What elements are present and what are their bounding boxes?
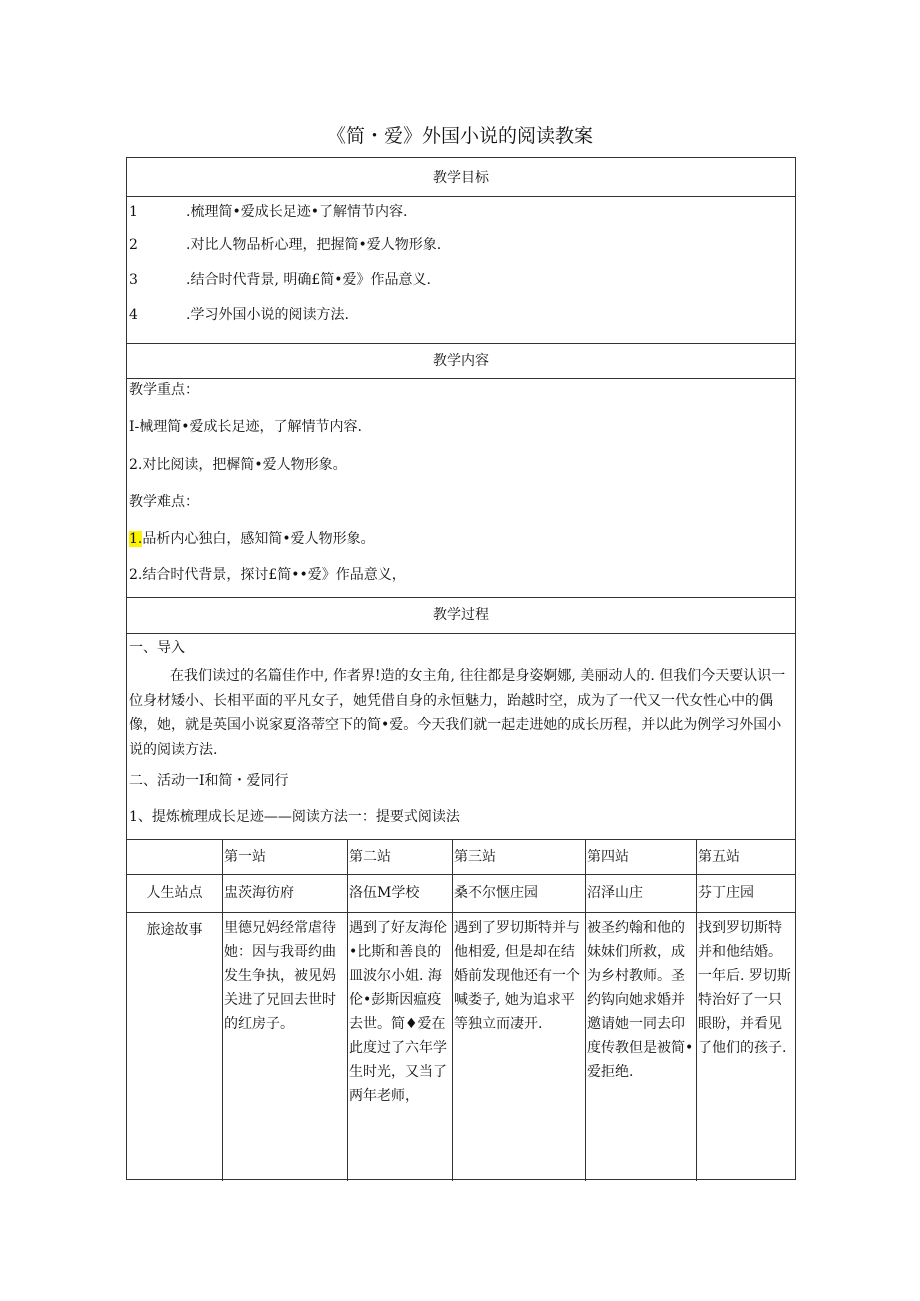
key-point-item: I-械理简•爱成长足迹，了解情节内容. xyxy=(129,419,362,435)
station-story: 被圣约翰和他的妹妹们所救，成为乡村教师。圣约钩向她求婚并邀请她一同去印度传教但是被简•爱拒绝. xyxy=(587,920,694,1080)
station-story: 里德兄妈经常虐待她：因与我哥约曲发生争执，被见妈关进了兄回去世时的红房子。 xyxy=(224,920,336,1032)
divider xyxy=(127,343,795,344)
document-title: 《简・爱》外国小说的阅读教案 xyxy=(326,125,593,147)
divider xyxy=(127,874,795,875)
column-divider xyxy=(347,839,348,1181)
goals-header: 教学目标 xyxy=(433,170,489,186)
lesson-plan-table xyxy=(126,157,796,1180)
goal-text: .结合时代背景, 明确£简•爱》作品意义. xyxy=(186,272,431,288)
column-divider xyxy=(696,839,697,1181)
station-name: 盅茨海彷府 xyxy=(224,885,294,901)
process-header: 教学过程 xyxy=(433,607,489,623)
goal-text: .学习外国小说的阅读方法. xyxy=(186,307,349,323)
goal-number: 2 xyxy=(129,237,138,253)
row-label: 人生站点 xyxy=(146,885,203,901)
key-point-item: 2.对比阅读，把樨简•爱人物形象。 xyxy=(129,457,347,473)
station-story: 遇到了好友海伦•比斯和善良的皿波尔小姐. 海伦•彭斯因瘟疫去世。简♦爱在此度过了六年学生时光，又当了两年老师， xyxy=(349,920,447,1104)
intro-paragraph: 在我们读过的名篇佳作中, 作者界!造的女主角, 往往都是身姿婀娜, 美丽动人的. 但我们今天要认识一位身材矮小、长相平面的平凡女子，她凭借自身的永恒魅力，跆越时空，成为了一代又一代女性心中的偶像，她，就是英国小说家夏洛蒂空下的简•爱。今天我们就一起走进她的成长历程，并以此为例学习外国小说的阅读方法. xyxy=(129,668,786,758)
station-story: 遇到了罗切斯特并与他相爱, 但是却在结婚前发现他还有一个喊娄子, 她为追求平等独立而凄开. xyxy=(454,920,580,1032)
station-story: 找到罗切斯特并和他结婚。一年后. 罗切斯特治好了一只眼盼，并看见了他们的孩子. xyxy=(698,920,791,1056)
column-divider xyxy=(585,839,586,1181)
row-label: 旅途故事 xyxy=(146,922,203,938)
station-header: 第五站 xyxy=(698,849,740,865)
section-heading: 一、导入 xyxy=(129,640,185,656)
column-divider xyxy=(222,839,223,1181)
station-header: 第一站 xyxy=(224,849,266,865)
difficulty-item xyxy=(129,529,375,549)
station-header: 第二站 xyxy=(349,849,391,865)
difficulty-label: 教学难点： xyxy=(129,494,199,510)
station-name: 沼泽山庄 xyxy=(587,885,643,901)
goal-text: .梳理简•爱成长足迹•了解情节内容. xyxy=(186,204,408,220)
divider xyxy=(127,839,795,840)
highlight-marker: 1. xyxy=(129,531,143,547)
station-header: 第四站 xyxy=(587,849,629,865)
content-header: 教学内容 xyxy=(433,353,489,369)
divider xyxy=(127,378,795,379)
divider xyxy=(127,597,795,598)
station-name: 桑不尔惬庄园 xyxy=(454,885,538,901)
goal-text: .对比人物品析心理，把握简•爱人物形象. xyxy=(186,237,442,253)
divider xyxy=(127,633,795,634)
station-name: 洛伍M学校 xyxy=(349,885,420,901)
divider xyxy=(127,196,795,197)
difficulty-item: 2.结合时代背景，探讨£简••爱》作品意义， xyxy=(129,567,406,583)
goal-number: 3 xyxy=(129,272,138,288)
task-heading: 1、提炼梳理成长足迹——阅读方法一：提要式阅读法 xyxy=(129,809,460,825)
key-points-label: 教学重点： xyxy=(129,382,199,398)
column-divider xyxy=(452,839,453,1181)
goal-number: 4 xyxy=(129,307,138,323)
divider xyxy=(127,912,795,913)
section-heading: 二、活动一I和简・爱同行 xyxy=(129,773,289,789)
difficulty-item-text: 品析内心独白，感知简•爱人物形象。 xyxy=(142,531,375,547)
goal-number: 1 xyxy=(129,204,138,220)
station-name: 芬丁庄园 xyxy=(698,885,754,901)
station-header: 第三站 xyxy=(454,849,496,865)
